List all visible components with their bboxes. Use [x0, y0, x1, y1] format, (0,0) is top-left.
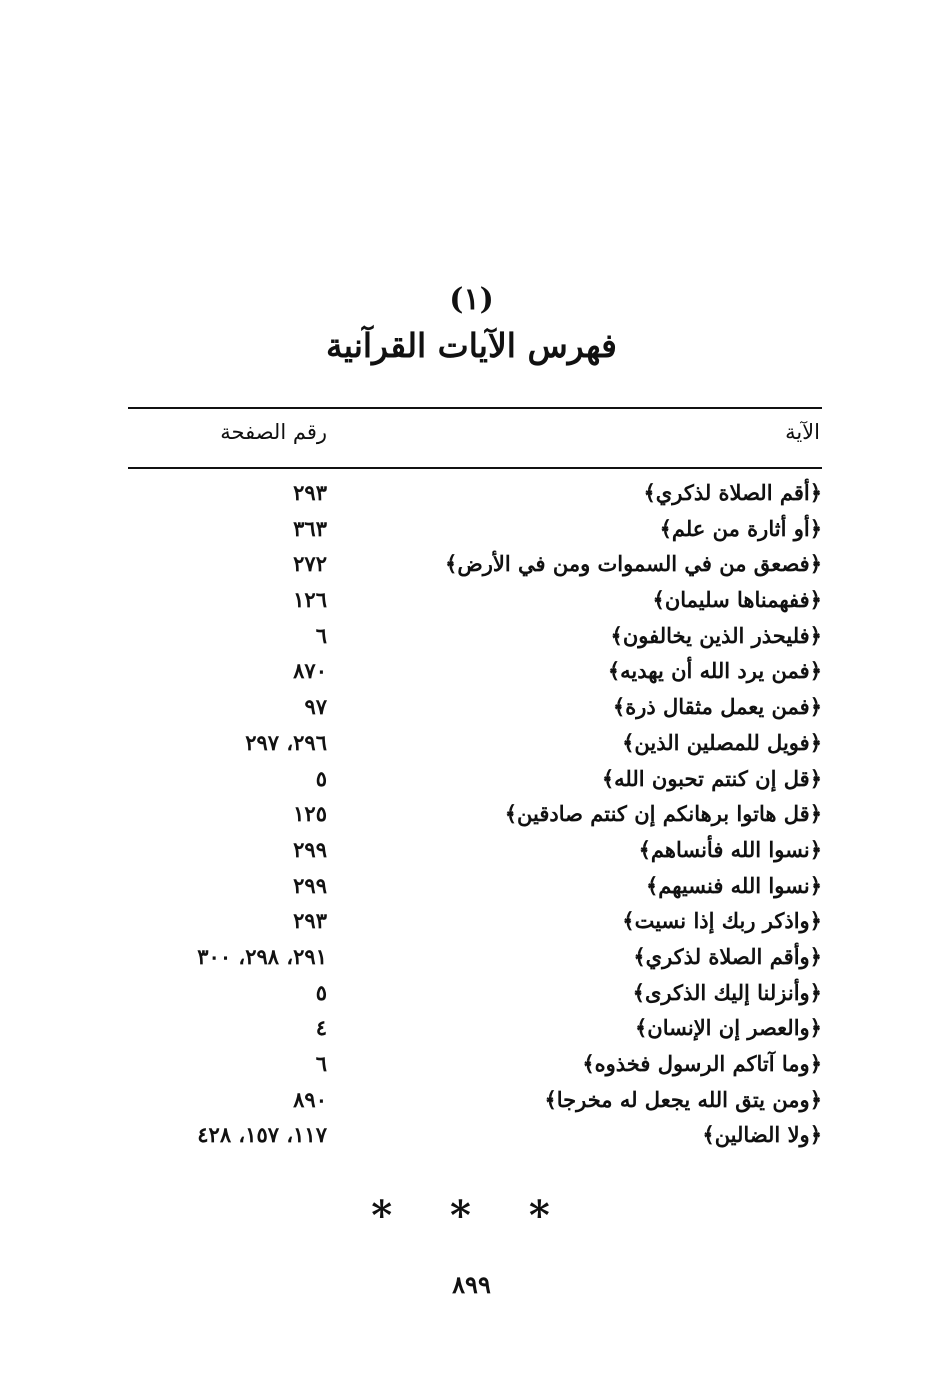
- ayah-text: ﴿نسوا الله فأنساهم﴾: [638, 836, 822, 862]
- table-row: [128, 797, 822, 833]
- page-reference: ٥: [315, 979, 327, 1005]
- table-row: [128, 1047, 822, 1083]
- ayah-text: ﴿ولا الضالين﴾: [702, 1122, 822, 1148]
- table-top-rule: [128, 407, 822, 409]
- ayah-text: ﴿أو أثارة من علم﴾: [659, 515, 822, 541]
- page-reference: ٢٧٢: [293, 551, 327, 577]
- ayah-text: ﴿قل إن كنتم تحبون الله﴾: [601, 765, 822, 791]
- page-reference: ٦: [315, 1051, 327, 1076]
- column-header-page-number: رقم الصفحة: [220, 420, 327, 444]
- table-row: [128, 869, 822, 905]
- ayah-text: ﴿والعصر إن الإنسان﴾: [634, 1015, 822, 1041]
- page-reference: ١٢٦: [293, 587, 327, 613]
- page-reference: ٤: [315, 1015, 327, 1041]
- table-row: [128, 833, 822, 869]
- ayah-text: ﴿ومن يتق الله يجعل له مخرجا﴾: [544, 1086, 822, 1112]
- ayah-text: ﴿ففهمناها سليمان﴾: [652, 587, 822, 613]
- section-number: (١): [449, 282, 494, 317]
- table-row: [128, 512, 822, 548]
- page-reference: ٨٧٠: [293, 658, 327, 684]
- table-row: [128, 583, 822, 619]
- table-row: [128, 940, 822, 976]
- table-row: [128, 726, 822, 762]
- ayah-text: ﴿واذكر ربك إذا نسيت﴾: [622, 908, 822, 934]
- table-row: [128, 904, 822, 940]
- ayah-text: ﴿فمن يرد الله أن يهديه﴾: [607, 658, 822, 684]
- page-number: ٨٩٩: [452, 1270, 491, 1299]
- page-reference: ١٢٥: [293, 801, 327, 827]
- table-row: [128, 690, 822, 726]
- table-header: [128, 420, 822, 454]
- table-row: [128, 976, 822, 1012]
- table-row: [128, 547, 822, 583]
- table-row: [128, 1083, 822, 1119]
- page-reference: ٥: [315, 765, 327, 791]
- ayah-text: ﴿وما آتاكم الرسول فخذوه﴾: [582, 1051, 822, 1076]
- index-table-body: [128, 476, 822, 1154]
- section-title: فهرس الآيات القرآنية: [326, 326, 617, 365]
- page-reference: ٣٦٣: [293, 515, 327, 541]
- ayah-text: ﴿وأقم الصلاة لذكري﴾: [633, 943, 822, 969]
- page-reference: ٢٩٩: [293, 872, 327, 898]
- page-reference: ٨٩٠: [293, 1086, 327, 1112]
- table-row: [128, 1011, 822, 1047]
- ayah-text: ﴿أقم الصلاة لذكري﴾: [643, 480, 822, 505]
- ayah-text: ﴿فليحذر الذين يخالفون﴾: [610, 622, 822, 648]
- ayah-text: ﴿فمن يعمل مثقال ذرة﴾: [612, 694, 822, 720]
- section-separator: * * *: [371, 1192, 572, 1239]
- ayah-text: ﴿نسوا الله فنسيهم﴾: [645, 872, 822, 898]
- page-reference: ٦: [315, 622, 327, 648]
- page-reference: ٢٩٣: [293, 908, 327, 934]
- table-row: [128, 654, 822, 690]
- column-header-ayah: الآية: [785, 420, 820, 444]
- page-reference: ٢٩١، ٢٩٨، ٣٠٠: [197, 943, 327, 969]
- page-reference: ٩٧: [304, 694, 327, 720]
- ayah-text: ﴿فويل للمصلين الذين﴾: [622, 729, 822, 755]
- table-row: [128, 476, 822, 512]
- ayah-text: ﴿قل هاتوا برهانكم إن كنتم صادقين﴾: [504, 801, 822, 827]
- page-reference: ٢٩٩: [293, 836, 327, 862]
- table-row: [128, 762, 822, 798]
- ayah-text: ﴿فصعق من في السموات ومن في الأرض﴾: [445, 551, 822, 577]
- table-header-rule: [128, 467, 822, 469]
- table-row: [128, 619, 822, 655]
- page-reference: ٢٩٣: [293, 480, 327, 505]
- page-reference: ١١٧، ١٥٧، ٤٢٨: [197, 1122, 327, 1148]
- page-reference: ٢٩٦، ٢٩٧: [245, 729, 327, 755]
- ayah-text: ﴿وأنزلنا إليك الذكرى﴾: [632, 979, 822, 1005]
- table-row: [128, 1118, 822, 1154]
